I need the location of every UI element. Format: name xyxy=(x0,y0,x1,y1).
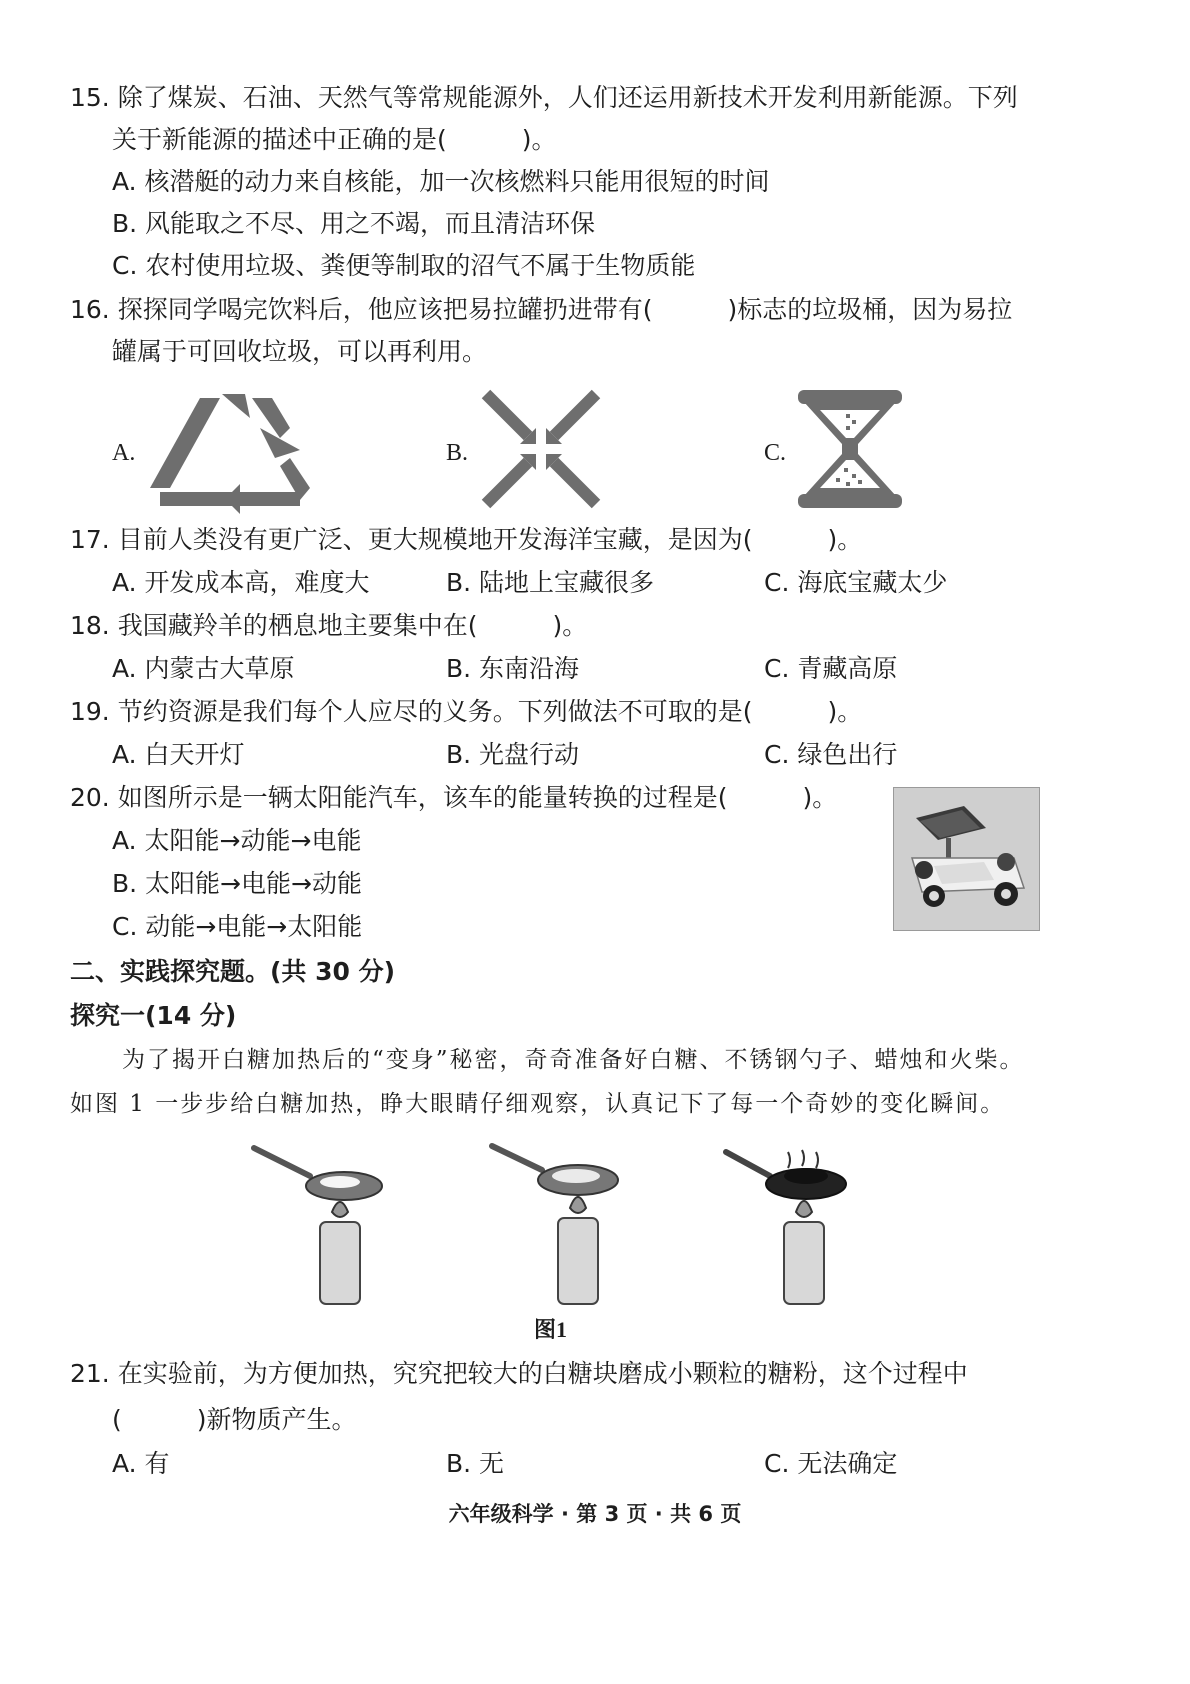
q15-stem-line1: 15. 除了煤炭、石油、天然气等常规能源外，人们还运用新技术开发利用新能源。下列 xyxy=(70,83,1018,112)
recycle-icon xyxy=(140,388,315,513)
q15-option-c: C. 农村使用垃圾、粪便等制取的沼气不属于生物质能 xyxy=(112,251,696,280)
q20-option-c: C. 动能→电能→太阳能 xyxy=(112,912,363,941)
q16-stem-line1: 16. 探探同学喝完饮料后，他应该把易拉罐扔进带有( )标志的垃圾桶，因为易拉 xyxy=(70,295,1013,324)
q21-option-a: A. 有 xyxy=(112,1449,170,1478)
section2-sub-heading: 探究一(14 分) xyxy=(70,1001,237,1030)
q16-stem-line2: 罐属于可回收垃圾，可以再利用。 xyxy=(112,337,488,366)
q16-label-a: A. xyxy=(112,440,136,466)
figure1-sugar-heating xyxy=(240,1138,880,1308)
section2-heading: 二、实践探究题。(共 30 分) xyxy=(70,957,396,986)
q18-option-a: A. 内蒙古大草原 xyxy=(112,654,295,683)
q17-option-b: B. 陆地上宝藏很多 xyxy=(446,568,655,597)
q21-option-c: C. 无法确定 xyxy=(764,1449,898,1478)
q18-stem: 18. 我国藏羚羊的栖息地主要集中在( )。 xyxy=(70,611,588,640)
solar-car-photo xyxy=(893,787,1040,931)
q21-stem-line2: ( )新物质产生。 xyxy=(112,1405,357,1434)
spoon-candle-2 xyxy=(492,1146,618,1304)
q19-option-b: B. 光盘行动 xyxy=(446,740,580,769)
spoon-candle-3 xyxy=(726,1150,846,1304)
q15-option-b: B. 风能取之不尽、用之不竭，而且清洁环保 xyxy=(112,209,596,238)
q19-option-c: C. 绿色出行 xyxy=(764,740,898,769)
page-footer: 六年级科学 · 第 3 页 · 共 6 页 xyxy=(448,1502,742,1526)
q20-stem: 20. 如图所示是一辆太阳能汽车，该车的能量转换的过程是( )。 xyxy=(70,783,838,812)
q17-option-c: C. 海底宝藏太少 xyxy=(764,568,948,597)
section2-narrative-line1: 为了揭开白糖加热后的“变身”秘密，奇奇准备好白糖、不锈钢勺子、蜡烛和火柴。 xyxy=(122,1047,1025,1073)
q21-stem-line1: 21. 在实验前，为方便加热，究究把较大的白糖块磨成小颗粒的糖粉，这个过程中 xyxy=(70,1359,968,1388)
section2-narrative-line2: 如图 1 一步步给白糖加热，睁大眼睛仔细观察，认真记下了每一个奇妙的变化瞬间。 xyxy=(70,1091,1006,1117)
q17-stem: 17. 目前人类没有更广泛、更大规模地开发海洋宝藏，是因为( )。 xyxy=(70,525,863,554)
q15-stem-line2: 关于新能源的描述中正确的是( )。 xyxy=(112,125,557,154)
q19-stem: 19. 节约资源是我们每个人应尽的义务。下列做法不可取的是( )。 xyxy=(70,697,863,726)
arrows-inward-icon xyxy=(480,388,602,510)
q16-label-c: C. xyxy=(764,440,787,466)
q16-label-b: B. xyxy=(446,440,469,466)
q18-option-b: B. 东南沿海 xyxy=(446,654,580,683)
q17-option-a: A. 开发成本高，难度大 xyxy=(112,568,370,597)
q15-option-a: A. 核潜艇的动力来自核能，加一次核燃料只能用很短的时间 xyxy=(112,167,770,196)
spoon-candle-1 xyxy=(254,1148,382,1304)
q19-option-a: A. 白天开灯 xyxy=(112,740,245,769)
q20-option-a: A. 太阳能→动能→电能 xyxy=(112,826,362,855)
q21-option-b: B. 无 xyxy=(446,1449,505,1478)
hourglass-icon xyxy=(796,388,904,510)
q20-option-b: B. 太阳能→电能→动能 xyxy=(112,869,362,898)
q18-option-c: C. 青藏高原 xyxy=(764,654,898,683)
figure1-caption: 图1 xyxy=(534,1317,568,1342)
